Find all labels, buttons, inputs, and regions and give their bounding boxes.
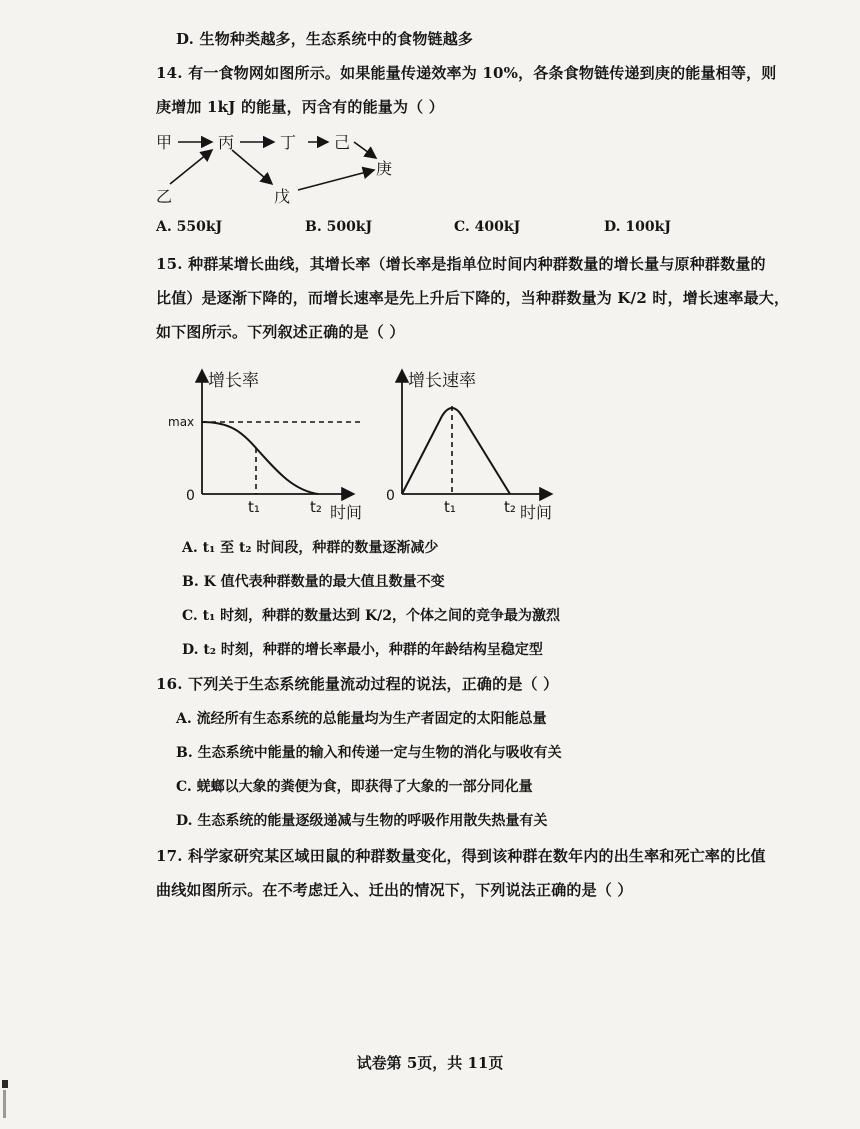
q14-option-b: B. 500kJ [305, 219, 373, 235]
node-ji: 己 [334, 133, 351, 152]
x-axis-label: 时间 [330, 503, 363, 522]
edge-yi-bing [170, 150, 212, 184]
q16-stem: 16. 下列关于生态系统能量流动过程的说法，正确的是（ ） [156, 675, 559, 693]
q16-option-b: B. 生态系统中能量的输入和传递一定与生物的消化与吸收有关 [176, 745, 562, 761]
q15-stem-line2: 比值）是逐渐下降的，而增长速率是先上升后下降的，当种群数量为 K/2 时，增长速率最大， [156, 289, 790, 307]
scanner-mark-icon [2, 1080, 8, 1120]
edge-wu-geng [298, 170, 374, 190]
origin-label: 0 [186, 488, 195, 504]
origin-label: 0 [386, 488, 395, 504]
q15-option-c: C. t₁ 时刻，种群的数量达到 K/2，个体之间的竞争最为激烈 [182, 608, 561, 624]
food-web-diagram [150, 122, 410, 214]
y-axis-label: 增长率 [208, 371, 259, 391]
growth-speed-chart [378, 362, 574, 530]
q16-option-c: C. 蜣螂以大象的粪便为食，即获得了大象的一部分同化量 [176, 779, 533, 795]
q15-option-b: B. K 值代表种群数量的最大值且数量不变 [182, 574, 445, 590]
q15-stem-line3: 如下图所示。下列叙述正确的是（ ） [156, 323, 405, 341]
q17-stem-line1: 17. 科学家研究某区域田鼠的种群数量变化，得到该种群在数年内的出生率和死亡率的比值 [156, 847, 766, 865]
q14-stem-line2: 庚增加 1kJ 的能量，丙含有的能量为（ ） [156, 98, 444, 116]
q15-option-d: D. t₂ 时刻，种群的增长率最小，种群的年龄结构呈稳定型 [182, 642, 543, 658]
t2-label: t₂ [310, 498, 322, 516]
q14-option-c: C. 400kJ [454, 219, 521, 235]
t1-label: t₁ [248, 498, 260, 516]
q16-option-a: A. 流经所有生态系统的总能量均为生产者固定的太阳能总量 [176, 711, 547, 727]
q15-stem-line1: 15. 种群某增长曲线，其增长率（增长率是指单位时间内种群数量的增长量与原种群数量的 [156, 255, 766, 273]
q14-option-a: A. 550kJ [156, 219, 223, 235]
y-axis-label: 增长速率 [408, 371, 476, 391]
q13-option-d: D. 生物种类越多，生态系统中的食物链越多 [176, 30, 474, 48]
node-ding: 丁 [280, 133, 297, 152]
page-footer: 试卷第 5页，共 11页 [356, 1054, 504, 1072]
edge-bing-wu [232, 150, 272, 184]
edge-ji-geng [354, 142, 376, 158]
growth-rate-chart [160, 362, 376, 530]
q17-stem-line2: 曲线如图所示。在不考虑迁入、迁出的情况下，下列说法正确的是（ ） [156, 881, 633, 899]
q16-option-d: D. 生态系统的能量逐级递减与生物的呼吸作用散失热量有关 [176, 813, 548, 829]
growth-speed-curve [402, 408, 510, 494]
t1-label: t₁ [444, 498, 456, 516]
max-label: max [168, 415, 195, 429]
node-jia: 甲 [156, 133, 173, 152]
node-wu: 戊 [274, 187, 291, 206]
q14-option-d: D. 100kJ [604, 219, 671, 235]
x-axis-label: 时间 [520, 503, 553, 522]
node-geng: 庚 [376, 159, 393, 178]
q14-stem-line1: 14. 有一食物网如图所示。如果能量传递效率为 10%，各条食物链传递到庚的能量相等，则 [156, 64, 777, 82]
node-yi: 乙 [156, 187, 173, 206]
node-bing: 丙 [218, 133, 235, 152]
t2-label: t₂ [504, 498, 516, 516]
growth-rate-curve [202, 422, 318, 494]
q15-option-a: A. t₁ 至 t₂ 时间段，种群的数量逐渐减少 [182, 540, 439, 556]
